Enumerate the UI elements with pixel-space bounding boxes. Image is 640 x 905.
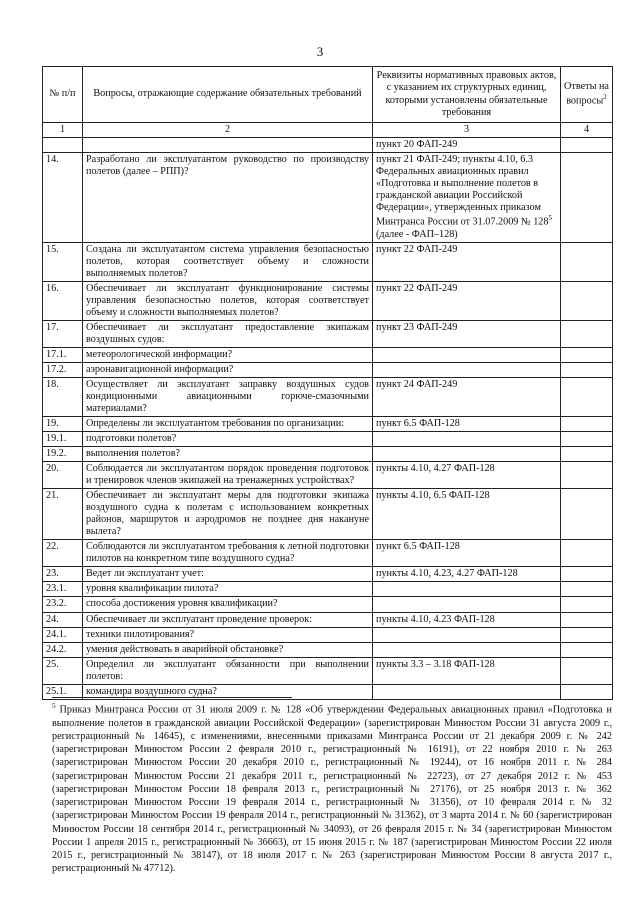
row-requisites <box>373 153 561 243</box>
row-number: 24. <box>43 612 83 627</box>
row-answer <box>561 417 613 432</box>
row-number: 15. <box>43 242 83 281</box>
footnote-rule <box>52 697 292 698</box>
row-requisites <box>373 377 561 416</box>
row-requisites <box>373 657 561 684</box>
row-answer <box>561 347 613 362</box>
row-requisites <box>373 447 561 462</box>
row-requisites <box>373 612 561 627</box>
row-number: 14. <box>43 153 83 243</box>
row-answer <box>561 540 613 567</box>
row-requisites <box>373 627 561 642</box>
row-answer <box>561 612 613 627</box>
table-row <box>43 320 613 347</box>
row-requisites-text: пункты 4.10, 6.5 ФАП-128 <box>376 490 490 502</box>
table-row <box>43 417 613 432</box>
row-question: Обеспечивает ли эксплуатант функционирование системы управления безопасностью полетов, которая соответствует объему и сложности выполняемых полетов? <box>83 281 373 320</box>
row-answer <box>561 582 613 597</box>
row-requisites <box>373 281 561 320</box>
row-number: 23.1. <box>43 582 83 597</box>
row-number: 23.2. <box>43 597 83 612</box>
row-number: 22. <box>43 540 83 567</box>
row-number: 23. <box>43 567 83 582</box>
table-row <box>43 242 613 281</box>
header-question: Вопросы, отражающие содержание обязательных требований <box>83 67 373 123</box>
row-requisites <box>373 347 561 362</box>
row-requisites-text: пункты 4.10, 4.27 ФАП-128 <box>376 463 495 475</box>
table-row <box>43 597 613 612</box>
row-question: метеорологической информации? <box>83 347 373 362</box>
row-requisites <box>373 320 561 347</box>
row-question: командира воздушного судна? <box>83 684 373 699</box>
col-number-2: 2 <box>83 123 373 138</box>
row-requisites <box>373 417 561 432</box>
row-requisites-tail: (далее - ФАП–128) <box>376 228 458 240</box>
row-question: Ведет ли эксплуатант учет: <box>83 567 373 582</box>
row-requisites <box>373 597 561 612</box>
row-requisites-text: пункты 3.3 – 3.18 ФАП-128 <box>376 658 495 670</box>
row-question: Разработано ли эксплуатантом руководство по производству полетов (далее – РПП)? <box>83 153 373 243</box>
table-row <box>43 138 613 153</box>
col-number-3: 3 <box>373 123 561 138</box>
row-answer <box>561 597 613 612</box>
row-question: Осуществляет ли эксплуатант заправку воздушных судов кондиционными авиационными горюче-смазочными материалами? <box>83 377 373 416</box>
row-number: 25.1. <box>43 684 83 699</box>
row-requisites <box>373 138 561 153</box>
row-answer <box>561 489 613 540</box>
row-question: выполнения полетов? <box>83 447 373 462</box>
table-row <box>43 362 613 377</box>
page-number: 3 <box>316 44 324 59</box>
column-number-row <box>43 123 613 138</box>
row-answer <box>561 281 613 320</box>
row-answer <box>561 138 613 153</box>
footnote-mark: 5 <box>52 702 56 710</box>
col-number-4: 4 <box>561 123 613 138</box>
row-number: 24.1. <box>43 627 83 642</box>
row-answer <box>561 567 613 582</box>
row-question: Обеспечивает ли эксплуатант проведение проверок: <box>83 612 373 627</box>
row-answer <box>561 657 613 684</box>
row-requisites <box>373 582 561 597</box>
table-row <box>43 432 613 447</box>
row-requisites-text: пункт 22 ФАП-249 <box>376 243 458 255</box>
row-number: 21. <box>43 489 83 540</box>
table-row <box>43 657 613 684</box>
row-requisites <box>373 362 561 377</box>
table-body <box>43 138 613 700</box>
row-requisites <box>373 567 561 582</box>
table-row <box>43 447 613 462</box>
row-question: Обеспечивает ли эксплуатант предоставление экипажам воздушных судов: <box>83 320 373 347</box>
row-answer <box>561 377 613 416</box>
row-number <box>43 138 83 153</box>
row-answer <box>561 627 613 642</box>
row-number: 19.2. <box>43 447 83 462</box>
footnote-text: Приказ Минтранса России от 31 июля 2009 г. № 128 «Об утверждении Федеральных авиационных правил «Подготовка и выполнение полетов в гражданской авиации Российской Федерации» (зарегистрирован Минюстом России 31 августа 2009 г., регистрационный № 14645), с изменениями, внесенными приказами Минтранса России от 21 декабря 2009 г. № 242 (зарегистрирован Минюстом России 2 февраля 2010 г., регистрационный № 16191), от 22 ноября 2010 г. № 263 (зарегистрирован Минюстом России 20 декабря 2010 г., регистрационный № 19244), от 16 ноября 2011 г. № 284 (зарегистрирован Минюстом России 21 декабря 2011 г., регистрационный № 22723), от 27 декабря 2012 г. № 453 (зарегистрирован Минюстом России 18 февраля 2013 г., регистрационный № 27176), от 25 ноября 2013 г. № 362 (зарегистрирован Минюстом России 19 февраля 2014 г., регистрационный № 31356), от 10 февраля 2014 г. № 32 (зарегистрирован Минюстом России 19 февраля 2014 г., регистрационный № 31362), от 3 марта 2014 г. № 60 (зарегистрирован Минюстом России 18 сентября 2014 г., регистрационный № 34093), от 26 февраля 2015 г. № 34 (зарегистрирован Минюстом России 1 апреля 2015 г., регистрационный № 36663), от 15 июня 2015 г. № 187 (зарегистрирован Минюстом России 22 июля 2015 г., регистрационный № 38147), от 18 июля 2017 г. № 263 (зарегистрирован Минюстом России 8 августа 2017 г., регистрационный № 47712). <box>52 704 612 875</box>
row-answer <box>561 462 613 489</box>
row-requisites <box>373 432 561 447</box>
table-row <box>43 377 613 416</box>
header-answers <box>561 67 613 123</box>
table-row <box>43 612 613 627</box>
row-question: умения действовать в аварийной обстановке? <box>83 642 373 657</box>
row-number: 19.1. <box>43 432 83 447</box>
row-requisites-text: пункты 4.10, 4.23, 4.27 ФАП-128 <box>376 568 518 580</box>
col-number-1: 1 <box>43 123 83 138</box>
row-requisites-text: пункт 21 ФАП-249; пункты 4.10, 6.3 Федеральных авиационных правил «Подготовка и выполнение полетов в гражданской авиации Российской Федерации», утвержденных приказом Минтранса России от 31.07.2009 № 128 <box>376 154 549 228</box>
row-requisites-text: пункт 24 ФАП-249 <box>376 378 458 390</box>
header-answers-sup: 2 <box>603 93 607 102</box>
row-question: Соблюдается ли эксплуатантом порядок проведения подготовок и тренировок членов экипажей на тренажерных устройствах? <box>83 462 373 489</box>
row-number: 16. <box>43 281 83 320</box>
row-question: техники пилотирования? <box>83 627 373 642</box>
table-row <box>43 582 613 597</box>
table-row <box>43 489 613 540</box>
row-requisites-text: пункт 6.5 ФАП-128 <box>376 541 460 553</box>
row-question: Соблюдаются ли эксплуатантом требования к летной подготовки пилотов на конкретном типе воздушного судна? <box>83 540 373 567</box>
row-number: 19. <box>43 417 83 432</box>
requirements-table <box>42 66 613 700</box>
table-header-row <box>43 67 613 123</box>
row-question: Определил ли эксплуатант обязанности при выполнении полетов: <box>83 657 373 684</box>
row-question: подготовки полетов? <box>83 432 373 447</box>
header-requisites: Реквизиты нормативных правовых актов, с указанием их структурных единиц, которыми установлены обязательные требования <box>373 67 561 123</box>
table-row <box>43 347 613 362</box>
row-answer <box>561 432 613 447</box>
row-question <box>83 138 373 153</box>
row-requisites-text: пункт 22 ФАП-249 <box>376 282 458 294</box>
row-question: уровня квалификации пилота? <box>83 582 373 597</box>
row-answer <box>561 362 613 377</box>
row-number: 24.2. <box>43 642 83 657</box>
row-requisites-text: пункт 23 ФАП-249 <box>376 321 458 333</box>
row-requisites-text: пункт 6.5 ФАП-128 <box>376 418 460 430</box>
row-requisites-text: пункт 20 ФАП-249 <box>376 139 458 151</box>
row-answer <box>561 447 613 462</box>
table-row <box>43 462 613 489</box>
row-question: Определены ли эксплуатантом требования по организации: <box>83 417 373 432</box>
row-number: 18. <box>43 377 83 416</box>
footnote <box>52 697 612 876</box>
table-row <box>43 567 613 582</box>
row-question: способа достижения уровня квалификации? <box>83 597 373 612</box>
row-number: 25. <box>43 657 83 684</box>
row-requisites-text: пункты 4.10, 4.23 ФАП-128 <box>376 613 495 625</box>
table-row <box>43 153 613 243</box>
row-answer <box>561 642 613 657</box>
row-answer <box>561 242 613 281</box>
row-number: 17.1. <box>43 347 83 362</box>
row-answer <box>561 153 613 243</box>
row-question: аэронавигационной информации? <box>83 362 373 377</box>
row-requisites <box>373 242 561 281</box>
row-number: 17.2. <box>43 362 83 377</box>
row-requisites <box>373 462 561 489</box>
row-question: Обеспечивает ли эксплуатант меры для подготовки экипажа воздушного судна к полетам с использованием конкретных районов, маршрутов и аэродромов не позднее дня накануне вылета? <box>83 489 373 540</box>
row-number: 17. <box>43 320 83 347</box>
table-row <box>43 281 613 320</box>
row-requisites <box>373 642 561 657</box>
row-number: 20. <box>43 462 83 489</box>
header-num: № п/п <box>43 67 83 123</box>
row-requisites <box>373 540 561 567</box>
row-requisites <box>373 489 561 540</box>
table-row <box>43 642 613 657</box>
table-row <box>43 627 613 642</box>
table-row <box>43 540 613 567</box>
row-requisites-footnote-mark: 5 <box>548 214 552 223</box>
row-question: Создана ли эксплуатантом система управления безопасностью полетов, которая соответствует объему и сложности выполняемых полетов? <box>83 242 373 281</box>
row-answer <box>561 320 613 347</box>
header-answers-text: Ответы на вопросы <box>564 81 609 107</box>
